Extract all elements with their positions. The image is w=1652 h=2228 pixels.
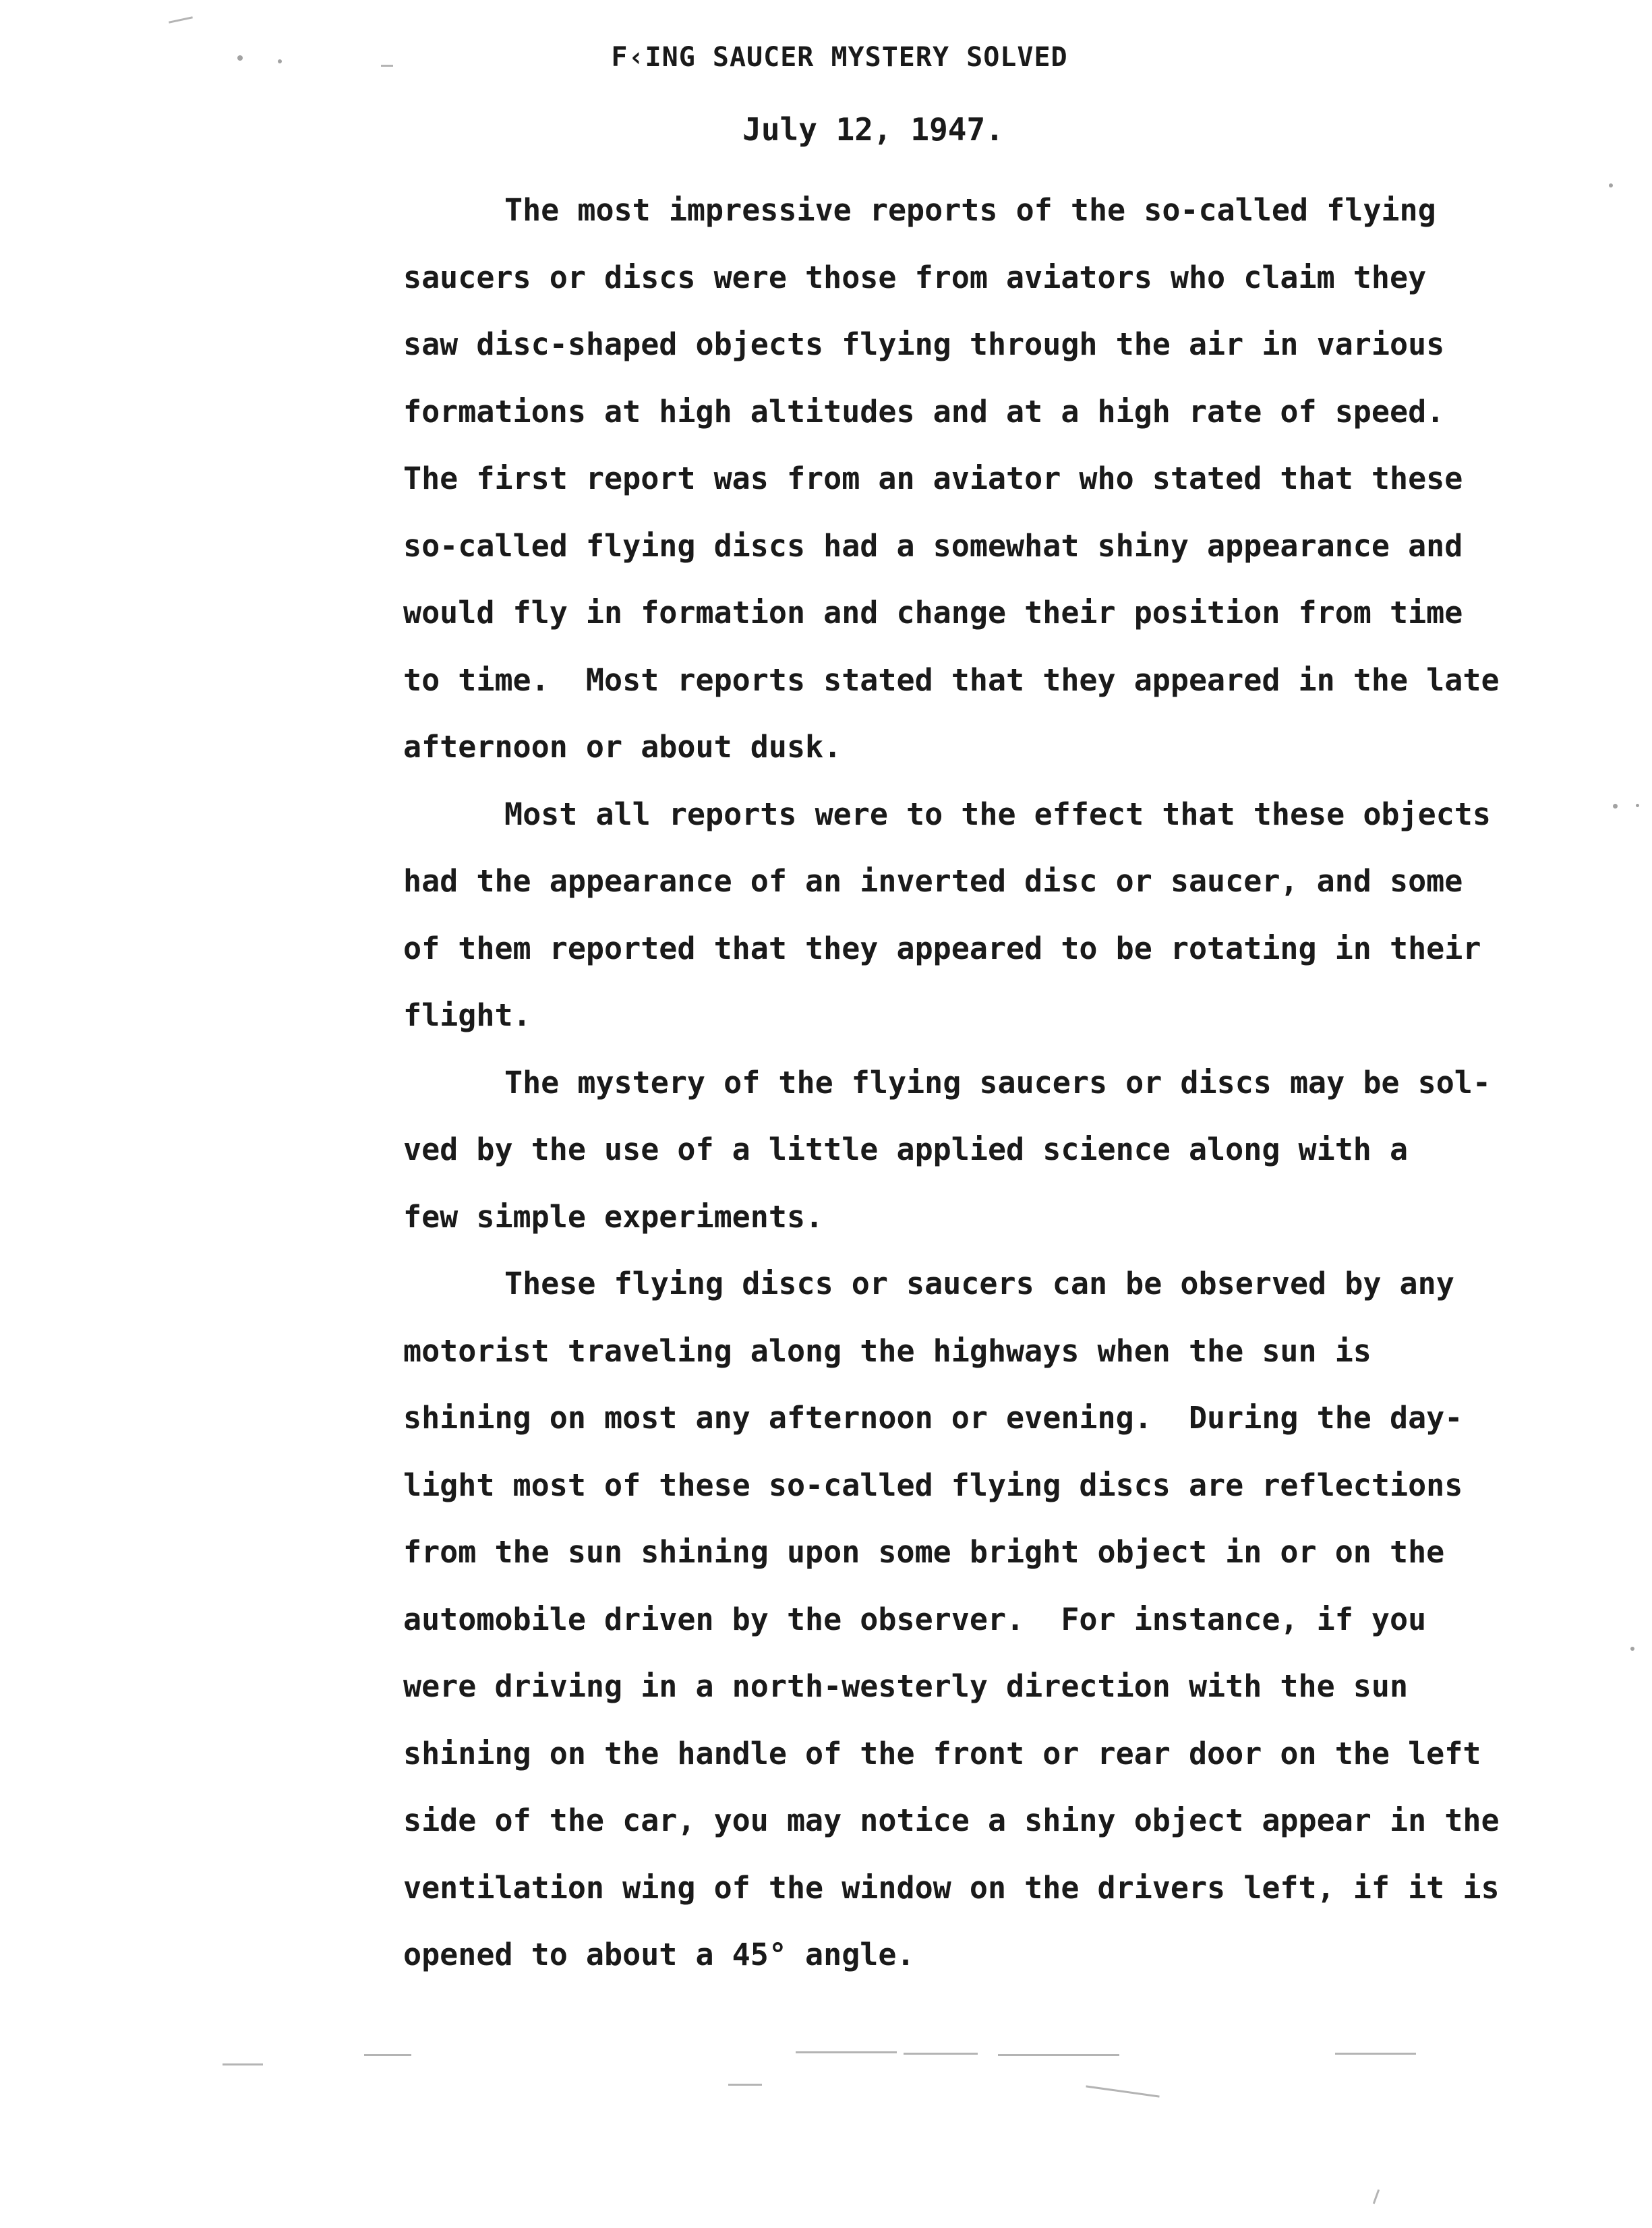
text-line: automobile driven by the observer. For instance, if you [403,1601,1427,1637]
text-line: shining on most any afternoon or evening. During the day- [403,1400,1463,1436]
scan-mark [223,2063,263,2065]
scan-mark [904,2053,978,2055]
scan-mark [364,2054,411,2056]
text-line: to time. Most reports stated that they appeared in the late [403,662,1500,698]
text-line: so-called flying discs had a somewhat shiny appearance and [403,527,1463,564]
document-date: July 12, 1947. [742,111,1004,148]
text-line: would fly in formation and change their position from time [403,595,1463,631]
text-line: had the appearance of an inverted disc or saucer, and some [403,863,1463,899]
scan-mark [1373,2190,1380,2204]
text-line: The most impressive reports of the so-called flying [504,192,1436,228]
text-line: The mystery of the flying saucers or discs may be sol- [504,1064,1491,1101]
text-line: ventilation wing of the window on the drivers left, if it is [403,1869,1500,1906]
document-body [403,177,1630,1989]
document-title: F‹ING SAUCER MYSTERY SOLVED [611,42,1068,73]
text-line: afternoon or about dusk. [403,729,842,765]
text-line: shining on the handle of the front or rear door on the left [403,1735,1481,1771]
text-line: Most all reports were to the effect that these objects [504,796,1491,832]
scan-mark [1636,804,1639,807]
scan-mark [998,2054,1119,2056]
text-line: were driving in a north-westerly direction with the sun [403,1668,1409,1704]
text-line: flight. [403,997,531,1033]
scan-mark [728,2084,762,2086]
scan-mark [1630,1647,1634,1651]
text-line: saw disc-shaped objects flying through the air in various [403,326,1445,362]
scan-mark [796,2051,897,2053]
scan-mark [1609,183,1613,187]
text-line: light most of these so-called flying discs are reflections [403,1467,1463,1503]
scan-mark [278,59,282,63]
text-line: side of the car, you may notice a shiny object appear in the [403,1802,1500,1838]
scan-mark [1086,2085,1159,2097]
text-line: formations at high altitudes and at a high rate of speed. [403,393,1445,430]
text-line: few simple experiments. [403,1198,824,1235]
text-line: motorist traveling along the highways when the sun is [403,1332,1371,1369]
text-line: These flying discs or saucers can be observed by any [504,1266,1454,1301]
text-line: The first report was from an aviator who stated that these [403,461,1463,496]
text-line: from the sun shining upon some bright object in or on the [403,1534,1445,1570]
scan-mark [237,55,243,61]
scan-mark [1335,2053,1416,2055]
text-line: of them reported that they appeared to be rotating in their [403,930,1481,966]
text-line: opened to about a 45° angle. [403,1937,915,1972]
scan-mark [381,65,393,67]
text-line: saucers or discs were those from aviators who claim they [403,259,1427,295]
scan-mark [1613,804,1618,809]
text-line: ved by the use of a little applied science along with a [403,1132,1409,1167]
scan-mark [169,16,193,23]
